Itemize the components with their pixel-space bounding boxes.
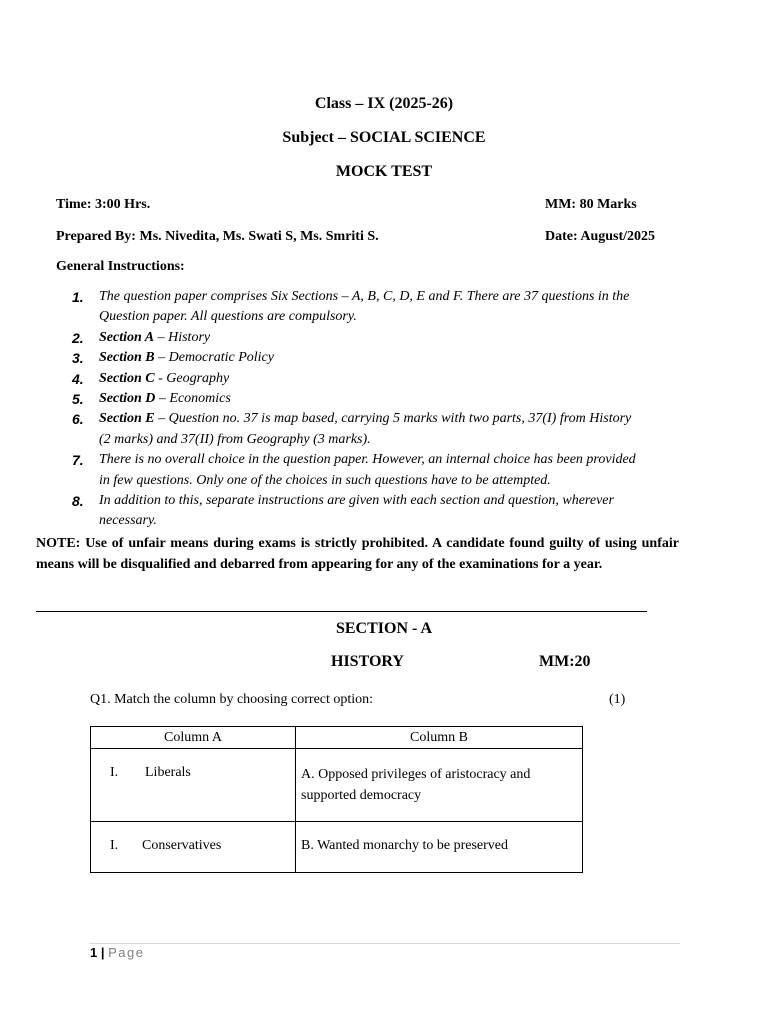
column-a-cell bbox=[91, 822, 296, 873]
class-heading: Class – IX (2025-26) bbox=[314, 95, 454, 112]
instruction-item bbox=[72, 369, 692, 389]
instruction-number: 2. bbox=[72, 329, 84, 346]
instruction-text: The question paper comprises Six Sections – A, B, C, D, E and F. There are 37 questions in the Question paper. All questions are compulsory. bbox=[99, 289, 630, 325]
instruction-text: Section A – History bbox=[99, 329, 211, 345]
instruction-item bbox=[72, 409, 692, 450]
column-b-value-line: supported democracy bbox=[301, 788, 422, 803]
instruction-text: Section E – Question no. 37 is map based, carrying 5 marks with two parts, 37(I) from History (2 marks) and 37(II) from Geography (3 marks). bbox=[99, 411, 632, 447]
page-number: 1 bbox=[90, 945, 98, 960]
instruction-number: 1. bbox=[72, 289, 84, 305]
section-subject: HISTORY bbox=[331, 653, 404, 670]
instruction-text: In addition to this, separate instructions are given with each section and question, wherever necessary. bbox=[99, 493, 614, 529]
instruction-item bbox=[72, 287, 692, 328]
test-title: MOCK TEST bbox=[335, 163, 433, 180]
instruction-number: 4. bbox=[72, 370, 84, 387]
instruction-item bbox=[72, 389, 692, 409]
table-header-row bbox=[91, 727, 583, 749]
instruction-text: Section D – Economics bbox=[99, 391, 231, 407]
prepared-by-label: Prepared By: Ms. Nivedita, Ms. Swati S, Ms. Smriti S. bbox=[56, 229, 379, 244]
section-title: SECTION - A bbox=[335, 620, 433, 637]
instructions-heading: General Instructions: bbox=[56, 259, 185, 274]
column-b-value-line: A. Opposed privileges of aristocracy and bbox=[301, 767, 531, 782]
instruction-number: 3. bbox=[72, 350, 84, 367]
column-b-cell bbox=[296, 822, 583, 873]
time-label: Time: 3:00 Hrs. bbox=[56, 197, 151, 212]
page-label: Page bbox=[108, 945, 145, 960]
instruction-text: There is no overall choice in the question paper. However, an internal choice has been provided in few questions. Only one of the choices in such questions have to be attempted. bbox=[99, 452, 636, 488]
instruction-number: 5. bbox=[72, 391, 84, 408]
column-b-value-line: B. Wanted monarchy to be preserved bbox=[301, 838, 508, 853]
table-row bbox=[91, 822, 583, 873]
page-footer bbox=[90, 945, 144, 960]
row-numeral: I. bbox=[110, 765, 119, 780]
table-row bbox=[91, 749, 583, 822]
instruction-item bbox=[72, 491, 692, 532]
max-marks-label: MM: 80 Marks bbox=[545, 197, 637, 212]
instruction-number: 6. bbox=[72, 411, 84, 428]
instruction-number: 7. bbox=[72, 452, 84, 469]
question-text: Q1. Match the column by choosing correct option: bbox=[90, 692, 374, 707]
question-marks: (1) bbox=[609, 692, 626, 707]
unfair-means-note: NOTE: Use of unfair means during exams is strictly prohibited. A candidate found guilty of using unfair means will be disqualified and debarred from appearing for any of the examinations for a year. bbox=[36, 536, 679, 572]
column-a-cell bbox=[91, 749, 296, 822]
subject-heading: Subject – SOCIAL SCIENCE bbox=[282, 129, 486, 146]
column-b-cell bbox=[296, 749, 583, 822]
horizontal-divider bbox=[36, 611, 647, 612]
date-label: Date: August/2025 bbox=[545, 229, 656, 244]
match-table bbox=[90, 726, 583, 873]
column-a-header: Column A bbox=[91, 727, 296, 749]
instruction-item bbox=[72, 450, 692, 491]
instruction-item bbox=[72, 328, 692, 348]
column-a-value: Liberals bbox=[145, 765, 191, 780]
instruction-text: Section C - Geography bbox=[99, 370, 230, 386]
instructions-list bbox=[72, 287, 692, 532]
page-separator: | bbox=[97, 945, 109, 960]
section-marks: MM:20 bbox=[539, 653, 591, 670]
instruction-number: 8. bbox=[72, 493, 84, 510]
row-numeral: I. bbox=[110, 838, 119, 853]
column-a-value: Conservatives bbox=[142, 838, 222, 853]
column-b-header: Column B bbox=[296, 727, 583, 749]
instruction-item bbox=[72, 348, 692, 368]
instruction-text: Section B – Democratic Policy bbox=[99, 350, 274, 366]
footer-divider bbox=[90, 943, 680, 944]
